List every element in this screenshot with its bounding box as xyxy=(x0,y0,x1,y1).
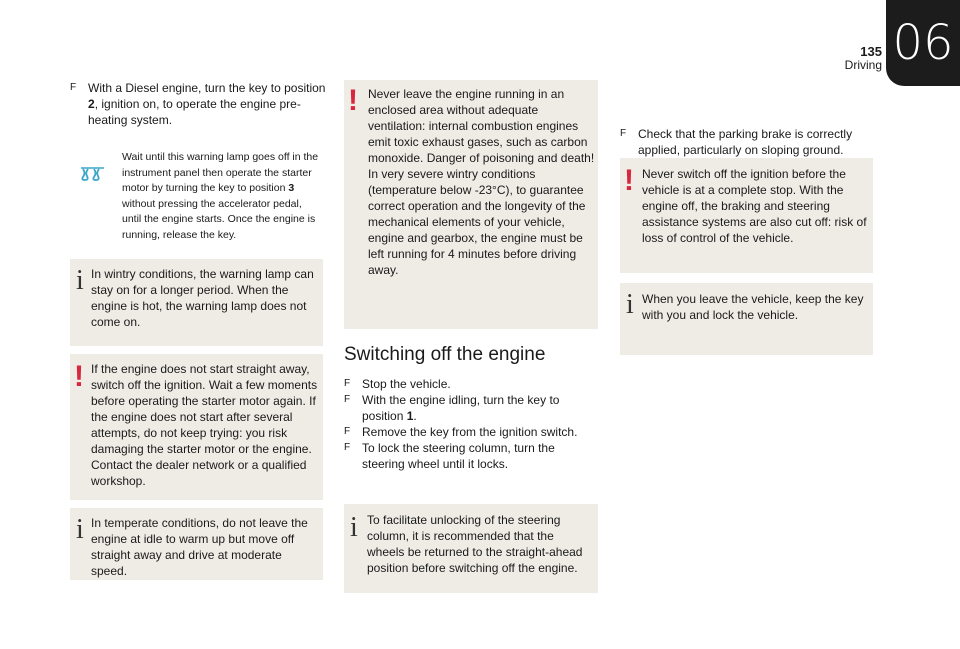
warning-icon: ! xyxy=(624,164,634,197)
bullet-text: . xyxy=(413,409,417,423)
bullet-marker: F xyxy=(344,442,351,453)
chapter-number: 06 xyxy=(892,15,954,71)
bullet-bold: 2 xyxy=(88,97,95,111)
info-text: To facilitate unlocking of the steering column, it is recommended that the wheels be returned to the straight-ahead position before switching off the engine. xyxy=(367,513,583,575)
info-icon: i xyxy=(350,512,358,543)
bullet-diesel xyxy=(70,80,338,128)
warning-icon: ! xyxy=(348,84,358,117)
info-text: In temperate conditions, do not leave the engine at idle to warm up but move off straight away and drive at moderate speed. xyxy=(91,516,308,578)
warning-icon: ! xyxy=(74,360,84,393)
warning-box-enclosed xyxy=(344,80,598,329)
info-box-wintry xyxy=(70,259,323,346)
page-number: 135 xyxy=(860,44,882,59)
warning-text: Never switch off the ignition before the vehicle is at a complete stop. With the engine off, the braking and steering assistance systems are also cut off: risk of loss of control of the vehicle. xyxy=(642,167,867,245)
bullet-marker: F xyxy=(620,128,627,139)
glowplug-note xyxy=(122,150,320,243)
bullet-item xyxy=(344,424,594,440)
bullet-text: , ignition on, to operate the engine pre-heating system. xyxy=(88,97,301,127)
info-icon: i xyxy=(76,514,84,545)
info-box-unlock xyxy=(344,504,598,593)
warning-text: Never leave the engine running in an enclosed area without adequate ventilation: internal combustion engines emit toxic exhaust gases, such as carbon monoxide. Danger of poisoning and death! In very severe wintry conditions (temperature below -23°C), to guarantee correct operation and the longevity of the mechanical elements of your vehicle, engine and gearbox, the engine must be left running for 4 minutes before driving away. xyxy=(368,87,595,277)
bullet-item xyxy=(344,376,594,392)
bullet-marker: F xyxy=(344,378,351,389)
info-text: In wintry conditions, the warning lamp can stay on for a longer period. When the engine is hot, the warning lamp does not come on. xyxy=(91,267,314,329)
info-icon: i xyxy=(76,265,84,296)
bullet-text: With a Diesel engine, turn the key to position xyxy=(88,81,326,95)
bullet-brake xyxy=(620,126,888,158)
bullet-marker: F xyxy=(70,82,77,93)
warning-text: If the engine does not start straight away, switch off the ignition. Wait a few moments before operating the starter motor again. If the engine does not start after several attempts, do not keep trying: you risk damaging the starter motor or the engine. Contact the dealer network or a qualified workshop. xyxy=(91,362,318,488)
note-text: without pressing the accelerator pedal, until the engine starts. Once the engine is running, release the key. xyxy=(122,197,316,241)
switch-off-bullets xyxy=(344,376,594,472)
bullet-text: Remove the key from the ignition switch. xyxy=(362,425,578,439)
bullet-marker: F xyxy=(344,394,351,405)
note-text: Wait until this warning lamp goes off in the instrument panel then operate the starter motor by turning the key to position xyxy=(122,151,319,194)
section-name: Driving xyxy=(844,58,882,72)
bullet-text: Check that the parking brake is correctly applied, particularly on sloping ground. xyxy=(638,127,853,157)
note-bold: 3 xyxy=(288,182,295,194)
bullet-bold: 1 xyxy=(406,409,414,423)
bullet-item xyxy=(344,392,594,424)
glow-plug-warning-icon xyxy=(80,166,106,182)
bullet-text: With the engine idling, turn the key to position xyxy=(362,393,560,423)
bullet-marker: F xyxy=(344,426,351,437)
info-icon: i xyxy=(626,289,634,320)
bullet-item xyxy=(344,440,594,472)
chapter-tab xyxy=(886,0,960,86)
info-box-key xyxy=(620,283,873,355)
info-box-temperate xyxy=(70,508,323,580)
warning-box-ignition xyxy=(620,158,873,273)
bullet-text: To lock the steering column, turn the steering wheel until it locks. xyxy=(362,441,555,471)
bullet-text: Stop the vehicle. xyxy=(362,377,451,391)
section-heading: Switching off the engine xyxy=(344,344,546,365)
info-text: When you leave the vehicle, keep the key with you and lock the vehicle. xyxy=(642,292,864,322)
warning-box-start xyxy=(70,354,323,500)
